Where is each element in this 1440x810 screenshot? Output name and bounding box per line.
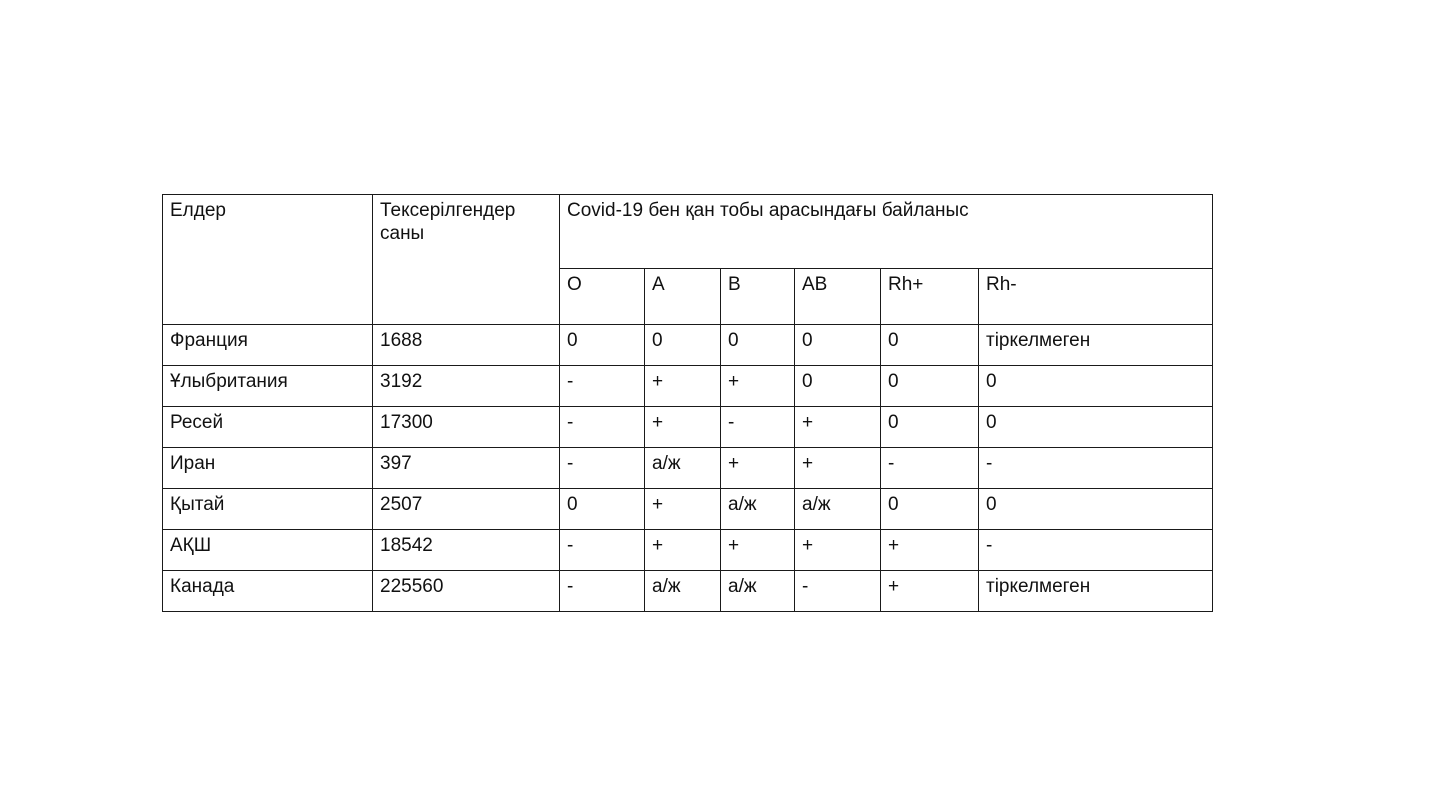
cell-country: АҚШ bbox=[163, 530, 373, 571]
cell-o: - bbox=[560, 571, 645, 612]
table-row bbox=[163, 571, 1213, 612]
cell-rh-positive: + bbox=[881, 530, 979, 571]
cell-tested: 18542 bbox=[373, 530, 560, 571]
subheader-b: B bbox=[721, 269, 795, 325]
cell-a: + bbox=[645, 366, 721, 407]
cell-ab: + bbox=[795, 448, 881, 489]
cell-rh-negative: 0 bbox=[979, 366, 1213, 407]
cell-rh-negative: - bbox=[979, 530, 1213, 571]
cell-b: а/ж bbox=[721, 571, 795, 612]
subheader-o: O bbox=[560, 269, 645, 325]
cell-b: + bbox=[721, 448, 795, 489]
cell-rh-positive: 0 bbox=[881, 489, 979, 530]
cell-rh-negative: - bbox=[979, 448, 1213, 489]
cell-a: а/ж bbox=[645, 571, 721, 612]
cell-country: Канада bbox=[163, 571, 373, 612]
cell-ab: 0 bbox=[795, 325, 881, 366]
cell-o: 0 bbox=[560, 325, 645, 366]
cell-b: + bbox=[721, 530, 795, 571]
table-row bbox=[163, 407, 1213, 448]
cell-ab: + bbox=[795, 407, 881, 448]
cell-b: + bbox=[721, 366, 795, 407]
cell-rh-positive: + bbox=[881, 571, 979, 612]
cell-a: + bbox=[645, 489, 721, 530]
cell-rh-negative: 0 bbox=[979, 407, 1213, 448]
cell-rh-positive: 0 bbox=[881, 407, 979, 448]
cell-o: - bbox=[560, 448, 645, 489]
cell-rh-positive: 0 bbox=[881, 325, 979, 366]
cell-a: а/ж bbox=[645, 448, 721, 489]
cell-rh-positive: - bbox=[881, 448, 979, 489]
cell-rh-negative: 0 bbox=[979, 489, 1213, 530]
cell-rh-negative: тіркелмеген bbox=[979, 571, 1213, 612]
cell-tested: 17300 bbox=[373, 407, 560, 448]
cell-ab: 0 bbox=[795, 366, 881, 407]
table-row bbox=[163, 325, 1213, 366]
subheader-ab: AB bbox=[795, 269, 881, 325]
subheader-rh-negative: Rh- bbox=[979, 269, 1213, 325]
cell-rh-negative: тіркелмеген bbox=[979, 325, 1213, 366]
cell-a: + bbox=[645, 530, 721, 571]
cell-o: - bbox=[560, 530, 645, 571]
cell-country: Иран bbox=[163, 448, 373, 489]
cell-a: 0 bbox=[645, 325, 721, 366]
table-row bbox=[163, 366, 1213, 407]
cell-o: 0 bbox=[560, 489, 645, 530]
subheader-a: A bbox=[645, 269, 721, 325]
cell-country: Қытай bbox=[163, 489, 373, 530]
cell-country: Ұлыбритания bbox=[163, 366, 373, 407]
header-group: Covid-19 бен қан тобы арасындағы байланыс bbox=[560, 195, 1213, 269]
cell-b: 0 bbox=[721, 325, 795, 366]
table-row bbox=[163, 489, 1213, 530]
header-tested: Тексерілгендер саны bbox=[373, 195, 560, 325]
cell-tested: 2507 bbox=[373, 489, 560, 530]
cell-b: а/ж bbox=[721, 489, 795, 530]
header-country: Елдер bbox=[163, 195, 373, 325]
cell-tested: 3192 bbox=[373, 366, 560, 407]
covid-blood-type-table bbox=[162, 194, 1213, 612]
cell-country: Ресей bbox=[163, 407, 373, 448]
cell-ab: - bbox=[795, 571, 881, 612]
header-row bbox=[163, 195, 1213, 269]
cell-tested: 1688 bbox=[373, 325, 560, 366]
cell-a: + bbox=[645, 407, 721, 448]
table-row bbox=[163, 448, 1213, 489]
cell-tested: 225560 bbox=[373, 571, 560, 612]
cell-tested: 397 bbox=[373, 448, 560, 489]
cell-o: - bbox=[560, 407, 645, 448]
subheader-rh-positive: Rh+ bbox=[881, 269, 979, 325]
cell-ab: а/ж bbox=[795, 489, 881, 530]
cell-country: Франция bbox=[163, 325, 373, 366]
cell-rh-positive: 0 bbox=[881, 366, 979, 407]
cell-ab: + bbox=[795, 530, 881, 571]
cell-b: - bbox=[721, 407, 795, 448]
cell-o: - bbox=[560, 366, 645, 407]
table-row bbox=[163, 530, 1213, 571]
